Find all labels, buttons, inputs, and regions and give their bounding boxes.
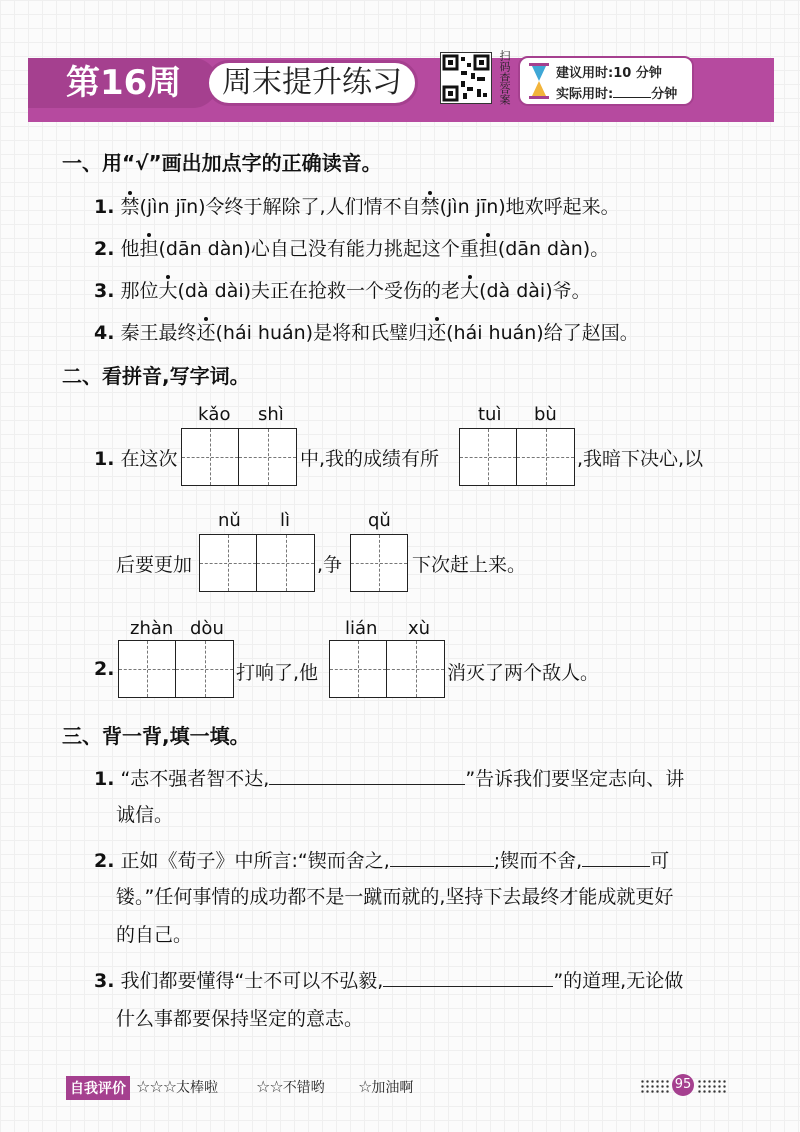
item-text[interactable]: (dà dài)爷。	[479, 280, 591, 302]
fill-blank[interactable]	[383, 968, 553, 987]
item-text[interactable]: (hái huán)给了赵国。	[446, 322, 639, 344]
dotted-char: 担	[478, 238, 498, 260]
pinyin: zhàn	[130, 618, 174, 639]
pinyin: bù	[534, 404, 557, 425]
pinyin: shì	[258, 404, 284, 425]
item-text: ”告诉我们要坚定志向、讲	[465, 768, 685, 790]
dotted-char: 禁	[120, 196, 140, 218]
fill-blank[interactable]	[582, 848, 650, 867]
fill-blank[interactable]	[269, 766, 465, 785]
item-text[interactable]: (jìn jīn)令终于解除了,人们情不自	[139, 196, 421, 218]
eval-text: 不错哟	[282, 1080, 325, 1096]
dotted-char: 还	[196, 322, 216, 344]
pinyin: xù	[408, 618, 431, 639]
item-number: 2.	[94, 658, 115, 680]
char-grid[interactable]	[459, 428, 575, 486]
eval-text: 太棒啦	[176, 1080, 219, 1096]
star-icon: ☆	[358, 1077, 372, 1096]
item-text[interactable]: (dà dài)夫正在抢救一个受伤的老	[177, 280, 461, 302]
item-text: ”的道理,无论做	[553, 970, 684, 992]
item-text: 可	[650, 850, 670, 872]
suggested-time: 建议用时:10 分钟	[556, 66, 662, 81]
eval-option-good[interactable]	[256, 1077, 325, 1097]
pinyin: tuì	[478, 404, 502, 425]
item-text: 在这次	[120, 448, 178, 470]
item-text: 什么事都要保持坚定的意志。	[116, 1008, 364, 1030]
char-grid[interactable]	[118, 640, 234, 698]
item-text: 我们都要懂得“士不可以不弘毅,	[120, 970, 384, 992]
actual-time-unit: 分钟	[651, 87, 678, 102]
pinyin: dòu	[190, 618, 224, 639]
s3-item-2	[94, 846, 669, 873]
pinyin: kǎo	[198, 404, 231, 425]
item-number: 3.	[94, 280, 115, 302]
section2-heading: 二、看拼音,写字词。	[62, 364, 250, 388]
s1-item-3	[94, 276, 591, 303]
qr-code-icon[interactable]	[440, 52, 492, 104]
item-text[interactable]: (hái huán)是将和氏璧归	[215, 322, 428, 344]
item-text[interactable]: (jìn jīn)地欢呼起来。	[439, 196, 620, 218]
star-icon: ☆☆	[256, 1077, 283, 1096]
actual-time-blank[interactable]	[613, 85, 651, 98]
char-grid[interactable]	[181, 428, 297, 486]
s3-item-3	[94, 966, 683, 993]
dotted-char: 大	[460, 280, 480, 302]
item-text: 正如《荀子》中所言:“锲而舍之,	[120, 850, 390, 872]
item-text: 消灭了两个敌人。	[447, 662, 600, 684]
s2-item-1-text	[94, 444, 177, 471]
item-text: 下次赶上来。	[412, 554, 527, 576]
item-text: 镂。”任何事情的成功都不是一蹴而就的,坚持下去最终才能成就更好	[116, 886, 674, 908]
dot-pattern-icon	[640, 1079, 670, 1093]
eval-option-cheer[interactable]	[358, 1077, 413, 1097]
item-text: 打响了,他	[236, 662, 319, 684]
s2-item-2-num	[94, 658, 120, 680]
item-number: 1.	[94, 768, 115, 790]
item-text: 的自己。	[116, 924, 193, 946]
hourglass-icon	[528, 62, 550, 100]
pinyin: lián	[345, 618, 378, 639]
dot-pattern-icon	[697, 1079, 727, 1093]
dotted-char: 禁	[420, 196, 440, 218]
s1-item-4	[94, 318, 639, 345]
item-number: 2.	[94, 850, 115, 872]
s1-item-1	[94, 192, 620, 219]
item-number: 3.	[94, 970, 115, 992]
item-text[interactable]: (dān dàn)。	[497, 238, 610, 260]
char-grid[interactable]	[199, 534, 315, 592]
actual-time-label: 实际用时:	[556, 87, 614, 102]
item-text[interactable]: (dān dàn)心自己没有能力挑起这个重	[158, 238, 479, 260]
section3-heading: 三、背一背,填一填。	[62, 724, 250, 748]
pinyin: lì	[280, 510, 291, 531]
eval-option-great[interactable]	[136, 1077, 218, 1097]
dotted-char: 还	[427, 322, 447, 344]
char-grid[interactable]	[329, 640, 445, 698]
s3-item-1	[94, 764, 684, 791]
star-icon: ☆☆☆	[136, 1077, 177, 1096]
self-eval-label: 自我评价	[66, 1076, 130, 1100]
item-text: 秦王最终	[120, 322, 197, 344]
item-text: 那位	[120, 280, 159, 302]
fill-blank[interactable]	[390, 848, 494, 867]
pinyin: nǔ	[218, 510, 241, 531]
item-text: ,我暗下决心,以	[577, 448, 704, 470]
actual-time	[556, 83, 677, 102]
item-text: 他	[120, 238, 140, 260]
item-number: 2.	[94, 238, 115, 260]
item-number: 1.	[94, 196, 115, 218]
eval-text: 加油啊	[371, 1080, 414, 1096]
dotted-char: 大	[158, 280, 178, 302]
qr-caption: 扫码查答案	[498, 50, 511, 105]
item-text: 中,我的成绩有所	[300, 448, 440, 470]
pinyin: qǔ	[368, 510, 391, 531]
item-number: 1.	[94, 448, 115, 470]
week-label: 第16周	[28, 58, 218, 108]
item-text: “志不强者智不达,	[120, 768, 270, 790]
item-text: 诚信。	[116, 804, 174, 826]
dotted-char: 担	[139, 238, 159, 260]
section1-heading: 一、用“√”画出加点字的正确读音。	[62, 151, 382, 175]
item-text: ;锲而不舍,	[493, 850, 583, 872]
s1-item-2	[94, 234, 609, 261]
char-grid[interactable]	[350, 534, 408, 592]
item-number: 4.	[94, 322, 115, 344]
item-text: ,争	[317, 554, 343, 576]
page-number: 95	[672, 1074, 694, 1096]
page-title: 周末提升练习	[206, 60, 418, 106]
item-text: 后要更加	[116, 554, 193, 576]
